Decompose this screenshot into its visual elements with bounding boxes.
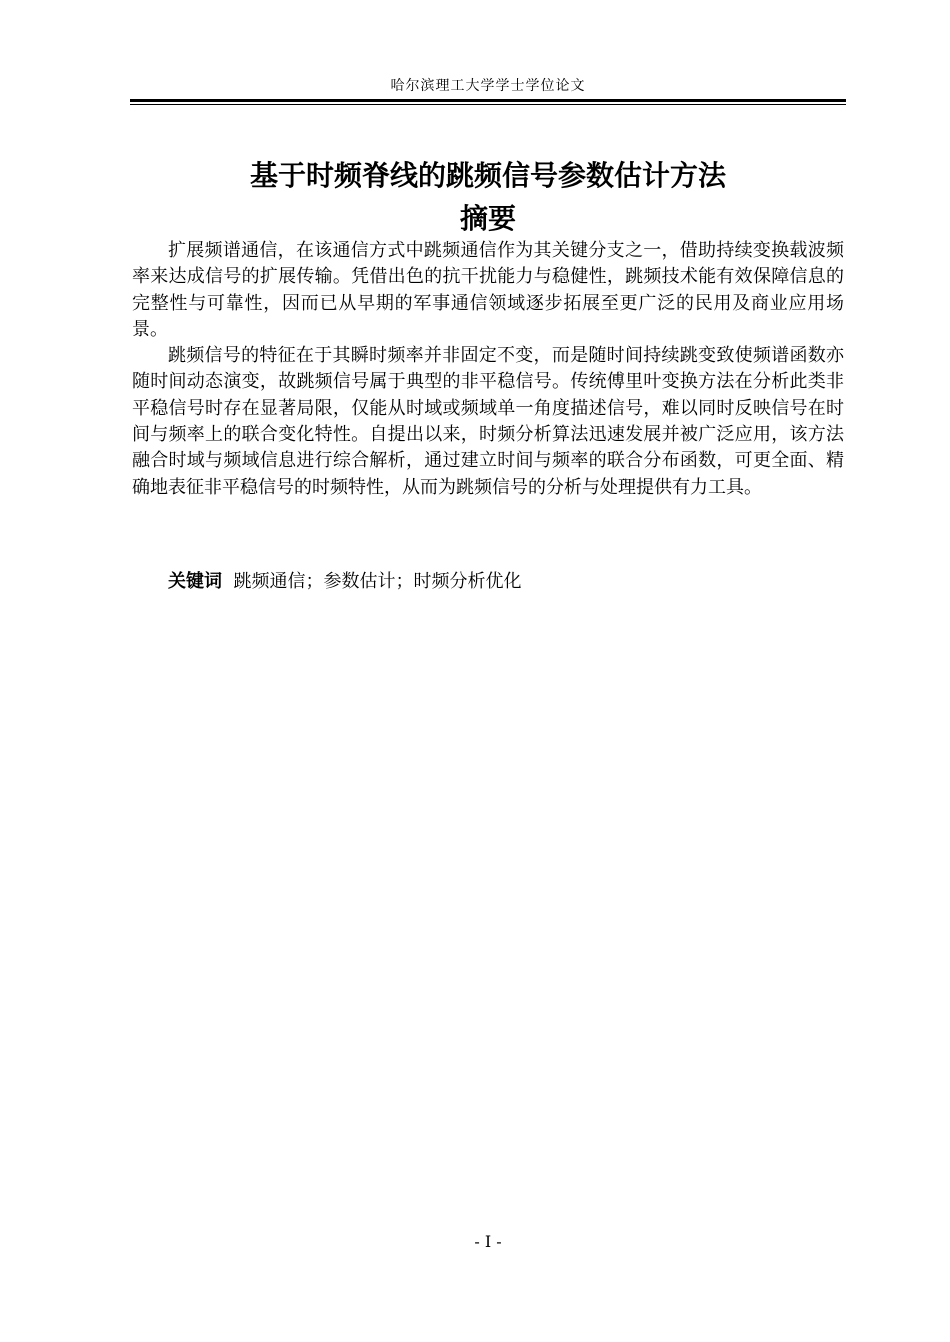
paper-title: 基于时频脊线的跳频信号参数估计方法 <box>249 159 726 192</box>
keywords-text: 跳频通信；参数估计；时频分析优化 <box>233 571 522 592</box>
keywords-line <box>132 568 844 596</box>
page-number: - I - <box>474 1232 502 1251</box>
abstract-body <box>132 238 844 501</box>
abstract-paragraph-2: 跳频信号的特征在于其瞬时频率并非固定不变，而是随时间持续跳变致使频谱函数亦随时间动态演变，故跳频信号属于典型的非平稳信号。传统傅里叶变换方法在分析此类非平稳信号时存在显著局限，仅能从时域或频域单一角度描述信号，难以同时反映信号在时间与频率上的联合变化特性。自提出以来，时频分析算法迅速发展并被广泛应用，该方法融合时域与频域信息进行综合解析，通过建立时间与频率的联合分布函数，可更全面、精确地表征非平稳信号的时频特性，从而为跳频信号的分析与处理提供有力工具。 <box>132 345 844 498</box>
header-rule-thin <box>130 104 846 105</box>
header-rule-thick <box>130 99 846 102</box>
keywords-label: 关键词 <box>168 571 222 592</box>
abstract-paragraph-1: 扩展频谱通信，在该通信方式中跳频通信作为其关键分支之一，借助持续变换载波频率来达成信号的扩展传输。凭借出色的抗干扰能力与稳健性，跳频技术能有效保障信息的完整性与可靠性，因而已从早期的军事通信领域逐步拓展至更广泛的民用及商业应用场景。 <box>132 240 844 340</box>
abstract-heading: 摘要 <box>459 202 516 235</box>
running-header: 哈尔滨理工大学学士学位论文 <box>390 78 586 94</box>
